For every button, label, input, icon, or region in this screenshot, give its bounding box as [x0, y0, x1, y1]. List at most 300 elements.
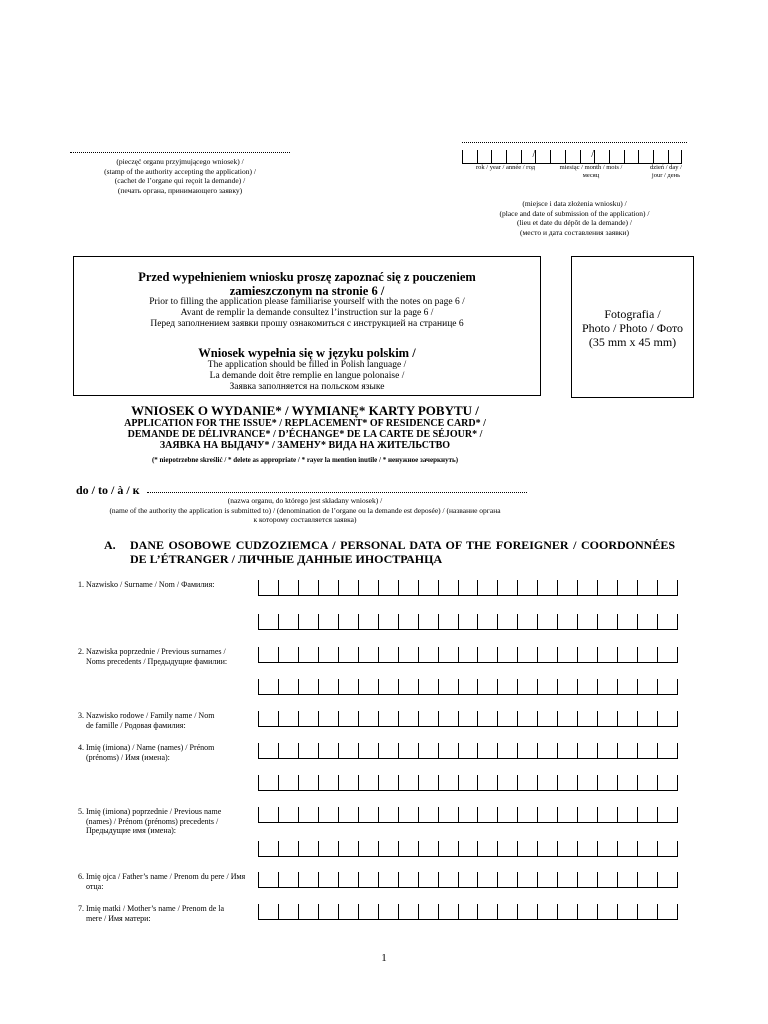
character-cell[interactable]	[557, 647, 577, 662]
character-cell[interactable]	[418, 872, 438, 887]
character-cell[interactable]	[438, 743, 458, 758]
character-cell[interactable]	[298, 841, 318, 856]
character-cell[interactable]	[557, 743, 577, 758]
character-cell[interactable]	[358, 743, 378, 758]
character-cell[interactable]	[278, 841, 298, 856]
character-cell[interactable]	[458, 841, 478, 856]
character-cell[interactable]	[577, 872, 597, 887]
field-label-line: 1. Nazwisko / Surname / Nom / Фамилия:	[78, 580, 215, 589]
character-cell[interactable]	[398, 614, 418, 629]
row-baseline	[258, 887, 678, 888]
character-cell[interactable]	[517, 647, 537, 662]
character-cell[interactable]	[258, 711, 278, 726]
character-cell[interactable]	[597, 743, 617, 758]
addressee-caption-pl: (nazwa organu, do którego jest składany wniosek) /	[227, 496, 383, 505]
character-cell[interactable]	[278, 807, 298, 822]
character-cell[interactable]	[358, 679, 378, 694]
character-cell[interactable]	[537, 743, 557, 758]
character-cell[interactable]	[557, 614, 577, 629]
character-cell[interactable]	[537, 841, 557, 856]
character-cell[interactable]	[617, 679, 637, 694]
character-cell[interactable]	[398, 904, 418, 919]
character-cell[interactable]	[418, 807, 438, 822]
character-cell[interactable]	[438, 711, 458, 726]
character-cell[interactable]	[258, 679, 278, 694]
place-caption	[462, 199, 687, 237]
character-cell[interactable]	[318, 872, 338, 887]
character-cells[interactable]	[258, 872, 678, 887]
character-cell[interactable]	[637, 614, 657, 629]
character-cell[interactable]	[617, 743, 637, 758]
character-cell[interactable]	[497, 841, 517, 856]
character-cell[interactable]	[597, 614, 617, 629]
character-cell[interactable]	[517, 904, 537, 919]
character-cell[interactable]	[338, 872, 358, 887]
character-cell[interactable]	[458, 807, 478, 822]
character-cell[interactable]	[458, 743, 478, 758]
character-cell[interactable]	[557, 679, 577, 694]
character-cell[interactable]	[657, 711, 678, 726]
character-cell[interactable]	[318, 580, 338, 595]
field-label-previous-name	[78, 807, 253, 836]
character-cell[interactable]	[477, 743, 497, 758]
character-cell[interactable]	[298, 711, 318, 726]
character-cell[interactable]	[258, 743, 278, 758]
date-year-2[interactable]	[477, 150, 492, 163]
character-cell[interactable]	[458, 711, 478, 726]
date-day-6[interactable]	[668, 150, 683, 163]
character-cell[interactable]	[298, 904, 318, 919]
character-cell[interactable]	[657, 872, 678, 887]
character-cell[interactable]	[458, 775, 478, 790]
instructions-box	[73, 256, 541, 396]
character-cell[interactable]	[418, 580, 438, 595]
character-cell[interactable]	[398, 841, 418, 856]
character-cell[interactable]	[398, 580, 418, 595]
character-cell[interactable]	[398, 711, 418, 726]
character-cell[interactable]	[278, 872, 298, 887]
character-cell[interactable]	[617, 807, 637, 822]
character-cell[interactable]	[298, 743, 318, 758]
field-label-line: (names) / Prénom (prénoms) precedents /	[86, 816, 219, 826]
character-cell[interactable]	[597, 711, 617, 726]
character-cells[interactable]	[258, 711, 678, 726]
character-cell[interactable]	[597, 775, 617, 790]
character-cell[interactable]	[597, 647, 617, 662]
character-cell[interactable]	[577, 743, 597, 758]
character-cell[interactable]	[418, 679, 438, 694]
date-slash-2: /	[591, 149, 594, 160]
section-letter: A.	[104, 538, 116, 552]
character-cell[interactable]	[657, 647, 678, 662]
character-cell[interactable]	[577, 807, 597, 822]
character-cell[interactable]	[477, 679, 497, 694]
character-cell[interactable]	[258, 904, 278, 919]
character-cell[interactable]	[358, 775, 378, 790]
family-name-boxes[interactable]	[258, 711, 678, 726]
character-cell[interactable]	[338, 904, 358, 919]
character-cell[interactable]	[637, 807, 657, 822]
stamp-caption-en: (stamp of the authority accepting the application) /	[104, 166, 256, 176]
character-cell[interactable]	[497, 647, 517, 662]
character-cell[interactable]	[517, 580, 537, 595]
character-cell[interactable]	[398, 807, 418, 822]
character-cell[interactable]	[497, 872, 517, 887]
character-cell[interactable]	[537, 679, 557, 694]
character-cell[interactable]	[577, 580, 597, 595]
character-cell[interactable]	[637, 743, 657, 758]
character-cell[interactable]	[577, 647, 597, 662]
character-cell[interactable]	[617, 580, 637, 595]
character-cell[interactable]	[258, 775, 278, 790]
character-cell[interactable]	[318, 841, 338, 856]
character-cell[interactable]	[637, 904, 657, 919]
character-cell[interactable]	[477, 614, 497, 629]
character-cell[interactable]	[497, 580, 517, 595]
character-cell[interactable]	[438, 872, 458, 887]
character-cell[interactable]	[398, 679, 418, 694]
character-cell[interactable]	[497, 679, 517, 694]
character-cell[interactable]	[258, 807, 278, 822]
character-cell[interactable]	[458, 614, 478, 629]
character-cell[interactable]	[537, 614, 557, 629]
character-cell[interactable]	[298, 807, 318, 822]
character-cell[interactable]	[597, 807, 617, 822]
character-cell[interactable]	[537, 872, 557, 887]
photo-label	[572, 307, 693, 349]
date-month-2[interactable]	[550, 150, 565, 163]
character-cell[interactable]	[497, 904, 517, 919]
character-cell[interactable]	[597, 904, 617, 919]
character-cells[interactable]	[258, 614, 678, 629]
character-cell[interactable]	[477, 647, 497, 662]
character-cell[interactable]	[597, 872, 617, 887]
character-cell[interactable]	[338, 775, 358, 790]
character-cell[interactable]	[657, 841, 678, 856]
character-cell[interactable]	[657, 775, 678, 790]
character-cell[interactable]	[338, 743, 358, 758]
character-cell[interactable]	[557, 872, 577, 887]
character-cell[interactable]	[438, 679, 458, 694]
character-cell[interactable]	[517, 743, 537, 758]
previous-surnames-boxes-row-2[interactable]	[258, 679, 678, 694]
character-cell[interactable]	[617, 614, 637, 629]
character-cell[interactable]	[637, 872, 657, 887]
field-label-line: de famille / Родовая фамилия:	[86, 720, 186, 730]
character-cell[interactable]	[278, 647, 298, 662]
photo-box[interactable]	[571, 256, 694, 398]
character-cell[interactable]	[657, 807, 678, 822]
character-cell[interactable]	[477, 580, 497, 595]
character-cell[interactable]	[458, 679, 478, 694]
character-cell[interactable]	[557, 775, 577, 790]
character-cell[interactable]	[458, 872, 478, 887]
character-cell[interactable]	[477, 904, 497, 919]
character-cell[interactable]	[278, 743, 298, 758]
character-cell[interactable]	[537, 807, 557, 822]
character-cells[interactable]	[258, 807, 678, 822]
character-cell[interactable]	[378, 743, 398, 758]
character-cell[interactable]	[477, 841, 497, 856]
character-cell[interactable]	[438, 580, 458, 595]
character-cell[interactable]	[318, 743, 338, 758]
character-cell[interactable]	[398, 743, 418, 758]
character-cell[interactable]	[418, 711, 438, 726]
character-cell[interactable]	[577, 904, 597, 919]
character-cell[interactable]	[278, 580, 298, 595]
character-cell[interactable]	[617, 904, 637, 919]
character-cell[interactable]	[358, 904, 378, 919]
character-cell[interactable]	[318, 679, 338, 694]
character-cell[interactable]	[358, 872, 378, 887]
character-cell[interactable]	[617, 647, 637, 662]
character-cell[interactable]	[537, 775, 557, 790]
application-title-pl: WNIOSEK O WYDANIE* / WYMIANĘ* KARTY POBYTU /	[131, 403, 479, 418]
character-cell[interactable]	[477, 775, 497, 790]
character-cell[interactable]	[358, 841, 378, 856]
character-cell[interactable]	[338, 807, 358, 822]
character-cell[interactable]	[378, 872, 398, 887]
character-cell[interactable]	[338, 841, 358, 856]
character-cell[interactable]	[278, 679, 298, 694]
date-year-1[interactable]	[462, 150, 477, 163]
character-cell[interactable]	[537, 647, 557, 662]
character-cell[interactable]	[418, 743, 438, 758]
character-cell[interactable]	[497, 743, 517, 758]
character-cell[interactable]	[438, 807, 458, 822]
date-year-4[interactable]	[506, 150, 521, 163]
character-cell[interactable]	[258, 647, 278, 662]
field-label-previous-surnames	[78, 647, 253, 666]
character-cell[interactable]	[517, 841, 537, 856]
character-cell[interactable]	[438, 775, 458, 790]
character-cell[interactable]	[378, 679, 398, 694]
row-baseline	[258, 758, 678, 759]
character-cell[interactable]	[597, 580, 617, 595]
character-cell[interactable]	[418, 904, 438, 919]
photo-label-multi: Photo / Photo / Фото	[581, 321, 684, 335]
field-label-line: 7. Imię matki / Mother’s name / Prenom de la	[78, 904, 225, 913]
character-cell[interactable]	[637, 841, 657, 856]
character-cell[interactable]	[497, 775, 517, 790]
date-day-2[interactable]	[609, 150, 624, 163]
notice-title-pl: Przed wypełnieniem wniosku proszę zapoznać się z pouczeniem zamieszczonym na stronie 6 /	[138, 270, 476, 298]
character-cell[interactable]	[438, 614, 458, 629]
character-cell[interactable]	[458, 580, 478, 595]
character-cells[interactable]	[258, 904, 678, 919]
character-cell[interactable]	[398, 872, 418, 887]
date-year-3[interactable]	[491, 150, 506, 163]
character-cells[interactable]	[258, 679, 678, 694]
field-label-line: mere / Имя матери:	[86, 913, 151, 923]
surname-boxes-row-1[interactable]	[258, 580, 678, 595]
character-cell[interactable]	[597, 841, 617, 856]
field-label-line: 3. Nazwisko rodowe / Family name / Nom	[78, 711, 215, 720]
character-cell[interactable]	[378, 647, 398, 662]
character-cell[interactable]	[378, 711, 398, 726]
surname-boxes-row-2[interactable]	[258, 614, 678, 629]
character-cell[interactable]	[298, 580, 318, 595]
character-cell[interactable]	[557, 807, 577, 822]
character-cell[interactable]	[577, 614, 597, 629]
character-cell[interactable]	[278, 904, 298, 919]
date-day-3[interactable]	[624, 150, 639, 163]
date-day-5[interactable]	[653, 150, 668, 163]
character-cell[interactable]	[497, 807, 517, 822]
row-baseline	[258, 694, 678, 695]
character-cell[interactable]	[258, 580, 278, 595]
character-cell[interactable]	[517, 711, 537, 726]
character-cell[interactable]	[557, 904, 577, 919]
character-cell[interactable]	[318, 775, 338, 790]
character-cell[interactable]	[338, 647, 358, 662]
character-cell[interactable]	[418, 647, 438, 662]
character-cell[interactable]	[398, 647, 418, 662]
character-cell[interactable]	[597, 679, 617, 694]
character-cell[interactable]	[318, 647, 338, 662]
character-cell[interactable]	[617, 711, 637, 726]
character-cell[interactable]	[458, 647, 478, 662]
character-cell[interactable]	[477, 872, 497, 887]
character-cell[interactable]	[298, 872, 318, 887]
date-slash-1: /	[532, 149, 536, 160]
character-cell[interactable]	[537, 904, 557, 919]
application-title-en: APPLICATION FOR THE ISSUE* / REPLACEMENT* OF RESIDENCE CARD* /	[124, 418, 486, 429]
date-month-1[interactable]	[532, 149, 550, 163]
character-cell[interactable]	[378, 807, 398, 822]
date-day-4[interactable]	[638, 150, 653, 163]
character-cell[interactable]	[418, 841, 438, 856]
character-cell[interactable]	[358, 807, 378, 822]
character-cells[interactable]	[258, 841, 678, 856]
character-cell[interactable]	[438, 647, 458, 662]
character-cells[interactable]	[258, 647, 678, 662]
character-cell[interactable]	[298, 679, 318, 694]
character-cell[interactable]	[637, 580, 657, 595]
character-cell[interactable]	[378, 904, 398, 919]
character-cell[interactable]	[537, 711, 557, 726]
character-cell[interactable]	[577, 711, 597, 726]
character-cell[interactable]	[657, 614, 678, 629]
character-cell[interactable]	[378, 841, 398, 856]
name-boxes-row-1[interactable]	[258, 743, 678, 758]
page-number: 1	[381, 952, 387, 964]
character-cell[interactable]	[338, 679, 358, 694]
character-cell[interactable]	[358, 580, 378, 595]
previous-name-boxes-row-2[interactable]	[258, 841, 678, 856]
character-cell[interactable]	[258, 614, 278, 629]
character-cell[interactable]	[318, 711, 338, 726]
character-cell[interactable]	[577, 775, 597, 790]
character-cell[interactable]	[637, 711, 657, 726]
character-cell[interactable]	[358, 711, 378, 726]
character-cell[interactable]	[517, 775, 537, 790]
previous-name-boxes-row-1[interactable]	[258, 807, 678, 822]
character-cell[interactable]	[458, 904, 478, 919]
character-cell[interactable]	[557, 841, 577, 856]
character-cell[interactable]	[657, 679, 678, 694]
character-cell[interactable]	[338, 614, 358, 629]
character-cell[interactable]	[298, 614, 318, 629]
character-cell[interactable]	[657, 580, 678, 595]
character-cell[interactable]	[637, 679, 657, 694]
character-cell[interactable]	[497, 614, 517, 629]
date-label-day: dzień / day / jour / день	[650, 164, 682, 179]
character-cell[interactable]	[278, 711, 298, 726]
notice-sub-en: Prior to filling the application please familiarise yourself with the notes on page 6 /	[149, 297, 465, 307]
character-cell[interactable]	[577, 679, 597, 694]
character-cell[interactable]	[278, 614, 298, 629]
character-cell[interactable]	[657, 743, 678, 758]
character-cell[interactable]	[657, 904, 678, 919]
character-cell[interactable]	[477, 807, 497, 822]
character-cell[interactable]	[338, 711, 358, 726]
character-cell[interactable]	[577, 841, 597, 856]
character-cell[interactable]	[517, 614, 537, 629]
character-cell[interactable]	[438, 841, 458, 856]
character-cell[interactable]	[258, 841, 278, 856]
character-cell[interactable]	[318, 614, 338, 629]
character-cell[interactable]	[418, 775, 438, 790]
field-label-mother-name	[78, 904, 253, 923]
character-cell[interactable]	[298, 647, 318, 662]
character-cell[interactable]	[477, 711, 497, 726]
date-boxes[interactable]	[462, 150, 682, 163]
mother-name-boxes[interactable]	[258, 904, 678, 919]
character-cell[interactable]	[418, 614, 438, 629]
character-cells[interactable]	[258, 743, 678, 758]
father-name-boxes[interactable]	[258, 872, 678, 887]
row-baseline	[258, 790, 678, 791]
addressee-input[interactable]	[147, 492, 527, 493]
character-cell[interactable]	[378, 775, 398, 790]
photo-dimensions: (35 mm x 45 mm)	[588, 335, 677, 349]
character-cell[interactable]	[398, 775, 418, 790]
character-cell[interactable]	[537, 580, 557, 595]
language-notice-subtitle	[74, 360, 540, 393]
character-cell[interactable]	[617, 872, 637, 887]
character-cell[interactable]	[258, 872, 278, 887]
name-boxes-row-2[interactable]	[258, 775, 678, 790]
character-cell[interactable]	[637, 775, 657, 790]
character-cell[interactable]	[378, 580, 398, 595]
character-cell[interactable]	[338, 580, 358, 595]
character-cell[interactable]	[557, 580, 577, 595]
character-cell[interactable]	[517, 679, 537, 694]
previous-surnames-boxes-row-1[interactable]	[258, 647, 678, 662]
character-cell[interactable]	[358, 647, 378, 662]
character-cell[interactable]	[438, 904, 458, 919]
character-cell[interactable]	[318, 904, 338, 919]
character-cell[interactable]	[378, 614, 398, 629]
character-cell[interactable]	[517, 872, 537, 887]
date-day-1[interactable]	[591, 149, 609, 163]
character-cell[interactable]	[617, 775, 637, 790]
character-cell[interactable]	[497, 711, 517, 726]
date-month-3[interactable]	[565, 150, 580, 163]
character-cell[interactable]	[517, 807, 537, 822]
character-cell[interactable]	[617, 841, 637, 856]
character-cells[interactable]	[258, 580, 678, 595]
character-cell[interactable]	[278, 775, 298, 790]
character-cells[interactable]	[258, 775, 678, 790]
character-cell[interactable]	[318, 807, 338, 822]
field-label-line: Noms precedents / Предыдущие фамилии:	[86, 656, 228, 666]
character-cell[interactable]	[358, 614, 378, 629]
character-cell[interactable]	[557, 711, 577, 726]
character-cell[interactable]	[298, 775, 318, 790]
character-cell[interactable]	[637, 647, 657, 662]
